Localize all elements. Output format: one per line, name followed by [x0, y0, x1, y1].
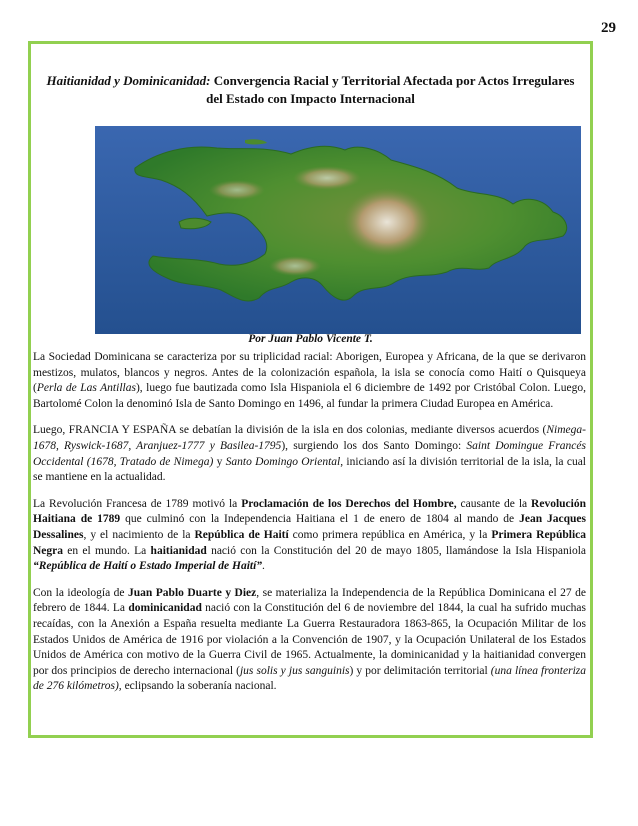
text-run: nació con la Constitución del 6 de noviembre del 1844, la cual ha sufrido muchas recaídas, con la Anexión a España resuelta mediante La Guerra Restauradora 1863-865, la Ocupación Militar de los Estados Unidos de América de 1916 por violación a la Convención de 1907, y la Ocupación Unilateral de los Estados Unidos de América con motivo de la Guerra Civil de 1965. Actualmente, la dominicanidad y la haitianidad convergen por dos principios de derecho internacional ( [33, 602, 587, 677]
hispaniola-relief-map [95, 126, 581, 334]
text-run: ), surgiendo los dos Santo Domingo: [281, 439, 467, 452]
text-run-bold: República de Haití [194, 528, 289, 541]
text-run: causante de la [456, 497, 532, 510]
text-run-bold: Revolución Haitiana de 1789 [33, 497, 586, 526]
text-run-bold: Primera República Negra [33, 528, 586, 557]
text-run: ) y por delimitación territorial [349, 664, 491, 677]
text-run: eclipsando la soberanía nacional. [121, 680, 277, 693]
text-run: . [262, 560, 265, 573]
text-run-italic: Saint Domingue Francés Occidental (1678, Tratado de Nimega) [33, 439, 586, 468]
text-run: y [213, 455, 226, 468]
text-run: nació con la Constitución del 20 de mayo 1805, llamándose la Isla Hispaniola [206, 544, 586, 557]
text-run: , se materializa la Independencia de la República Dominicana el 27 de febrero de 1844. La [33, 586, 586, 615]
southern-peninsula-range [269, 256, 321, 276]
text-run-italic: jus solis y jus sanguinis [239, 664, 350, 677]
text-run: como primera república en América, y la [288, 528, 492, 541]
text-run-bold: haitianidad [150, 544, 207, 557]
author-byline: Por Juan Pablo Vicente T. [248, 333, 373, 345]
text-run: Luego, FRANCIA Y ESPAÑA se debatían la división de la isla en dos colonias, mediante diversos acuerdos ( [33, 424, 547, 437]
text-run-bold-italic: “República de Haití o Estado Imperial de Haití” [33, 560, 263, 573]
text-run: que culminó con la Independencia Haitiana el 1 de enero de 1804 al mando de [120, 513, 520, 526]
text-run-italic: (una línea fronteriza de 276 kilómetros), [33, 664, 586, 693]
text-run: , iniciando así la división territorial de la isla, la cual se mantiene en la actualidad. [33, 455, 586, 484]
paragraph-2 [33, 423, 586, 485]
text-run-italic: Santo Domingo Oriental [225, 455, 341, 468]
article-body [33, 350, 586, 706]
title-rest: Convergencia Racial y Territorial Afectada por Actos Irregulares del Estado con Impacto Internacional [206, 73, 575, 106]
article-title [39, 72, 582, 108]
text-run: La Sociedad Dominicana se caracteriza por su triplicidad racial: Aborigen, Europea y Africana, de la que se derivaron mestizos, mulatos, blancos y negros. Antes de la colonización española, la isla se conocía como Haití o Quisqueya ( [33, 351, 586, 395]
text-run-bold: dominicanidad [128, 602, 202, 615]
text-run: Con la ideología de [33, 586, 129, 599]
paragraph-4 [33, 586, 586, 695]
northern-range [293, 166, 361, 190]
island-map-graphic [95, 126, 581, 334]
title-lead: Haitianidad y Dominicanidad: [46, 73, 211, 88]
central-range-peaks [343, 188, 431, 256]
text-run-bold: Jean Jacques Dessalines [33, 513, 587, 541]
page-number: 29 [601, 20, 616, 36]
article-frame [28, 41, 593, 738]
text-run: , y el nacimiento de la [83, 528, 195, 541]
paragraph-1 [33, 350, 586, 412]
western-range [209, 180, 265, 200]
paragraph-3 [33, 497, 586, 575]
text-run: La Revolución Francesa de 1789 motivó la [33, 497, 242, 510]
text-run: ), luego fue bautizada como Isla Hispaniola el 6 diciembre de 1492 por Cristóbal Colon. Luego, Bartolomé Colon la denominó Isla de Santo Domingo en 1496, al fundar la primera Ciudad Europea en América. [33, 382, 586, 410]
text-run-italic: Nimega-1678, Ryswick-1687, Aranjuez-1777 y Basilea-1795 [33, 424, 586, 452]
text-run-bold: Juan Pablo Duarte y Diez [128, 586, 257, 599]
text-run-italic: Perla de Las Antillas [36, 382, 136, 395]
text-run-bold: Proclamación de los Derechos del Hombre, [241, 497, 457, 510]
text-run: en el mundo. La [63, 544, 151, 557]
